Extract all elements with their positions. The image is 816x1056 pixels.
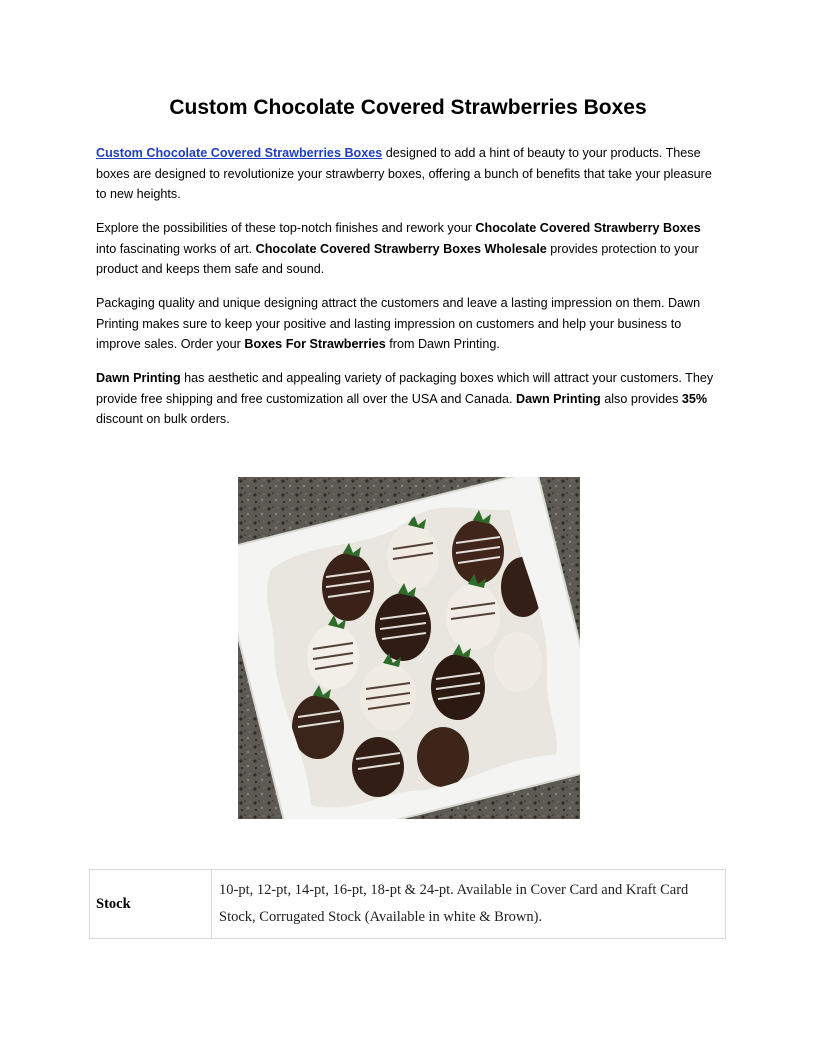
shipping-bold-1: Dawn Printing xyxy=(96,371,181,385)
strawberry-box-photo xyxy=(238,477,580,819)
spec-table xyxy=(89,869,726,939)
quality-bold-1: Boxes For Strawberries xyxy=(244,337,386,351)
finishes-text-2: into fascinating works of art. xyxy=(96,241,256,256)
quality-text-1: Packaging quality and unique designing attract the customers and leave a lasting impression on them. Dawn Printing makes sure to keep your positive and lasting impression on customers and help your business to improve sales. Order your xyxy=(96,296,701,351)
finishes-text-1: Explore the possibilities of these top-notch finishes and rework your xyxy=(96,221,476,235)
shipping-paragraph xyxy=(96,368,724,430)
finishes-paragraph xyxy=(96,218,724,280)
shipping-text-2: also provides xyxy=(600,391,682,406)
quality-paragraph xyxy=(96,293,724,355)
quality-text-2: from Dawn Printing. xyxy=(385,337,500,351)
finishes-bold-2: Chocolate Covered Strawberry Boxes Wholesale xyxy=(255,241,547,256)
discount-value: 35% xyxy=(681,391,708,406)
stock-value: 10-pt, 12-pt, 14-pt, 16-pt, 18-pt & 24-pt. Available in Cover Card and Kraft Card Stock, Corrugated Stock (Available in white & Brown). xyxy=(212,870,726,939)
product-link[interactable]: Custom Chocolate Covered Strawberries Boxes xyxy=(96,146,383,160)
finishes-text-3: provides protection to your product and keeps them safe and sound. xyxy=(96,241,699,276)
shipping-text-1: has aesthetic and appealing variety of packaging boxes which will attract your customers. They provide free shipping and free customization all over the USA and Canada. xyxy=(96,371,714,406)
intro-text: designed to add a hint of beauty to your products. These boxes are designed to revolutionize your strawberry boxes, offering a bunch of benefits that take your pleasure to new heights. xyxy=(96,146,712,201)
finishes-bold-1: Chocolate Covered Strawberry Boxes xyxy=(475,221,701,235)
stock-label: Stock xyxy=(90,870,212,939)
shipping-bold-2: Dawn Printing xyxy=(516,391,601,406)
strawberry-box-illustration xyxy=(238,477,580,819)
page-title: Custom Chocolate Covered Strawberries Boxes xyxy=(169,96,647,119)
intro-paragraph xyxy=(96,143,724,205)
table-row xyxy=(90,870,726,939)
shipping-text-3: discount on bulk orders. xyxy=(96,412,230,426)
